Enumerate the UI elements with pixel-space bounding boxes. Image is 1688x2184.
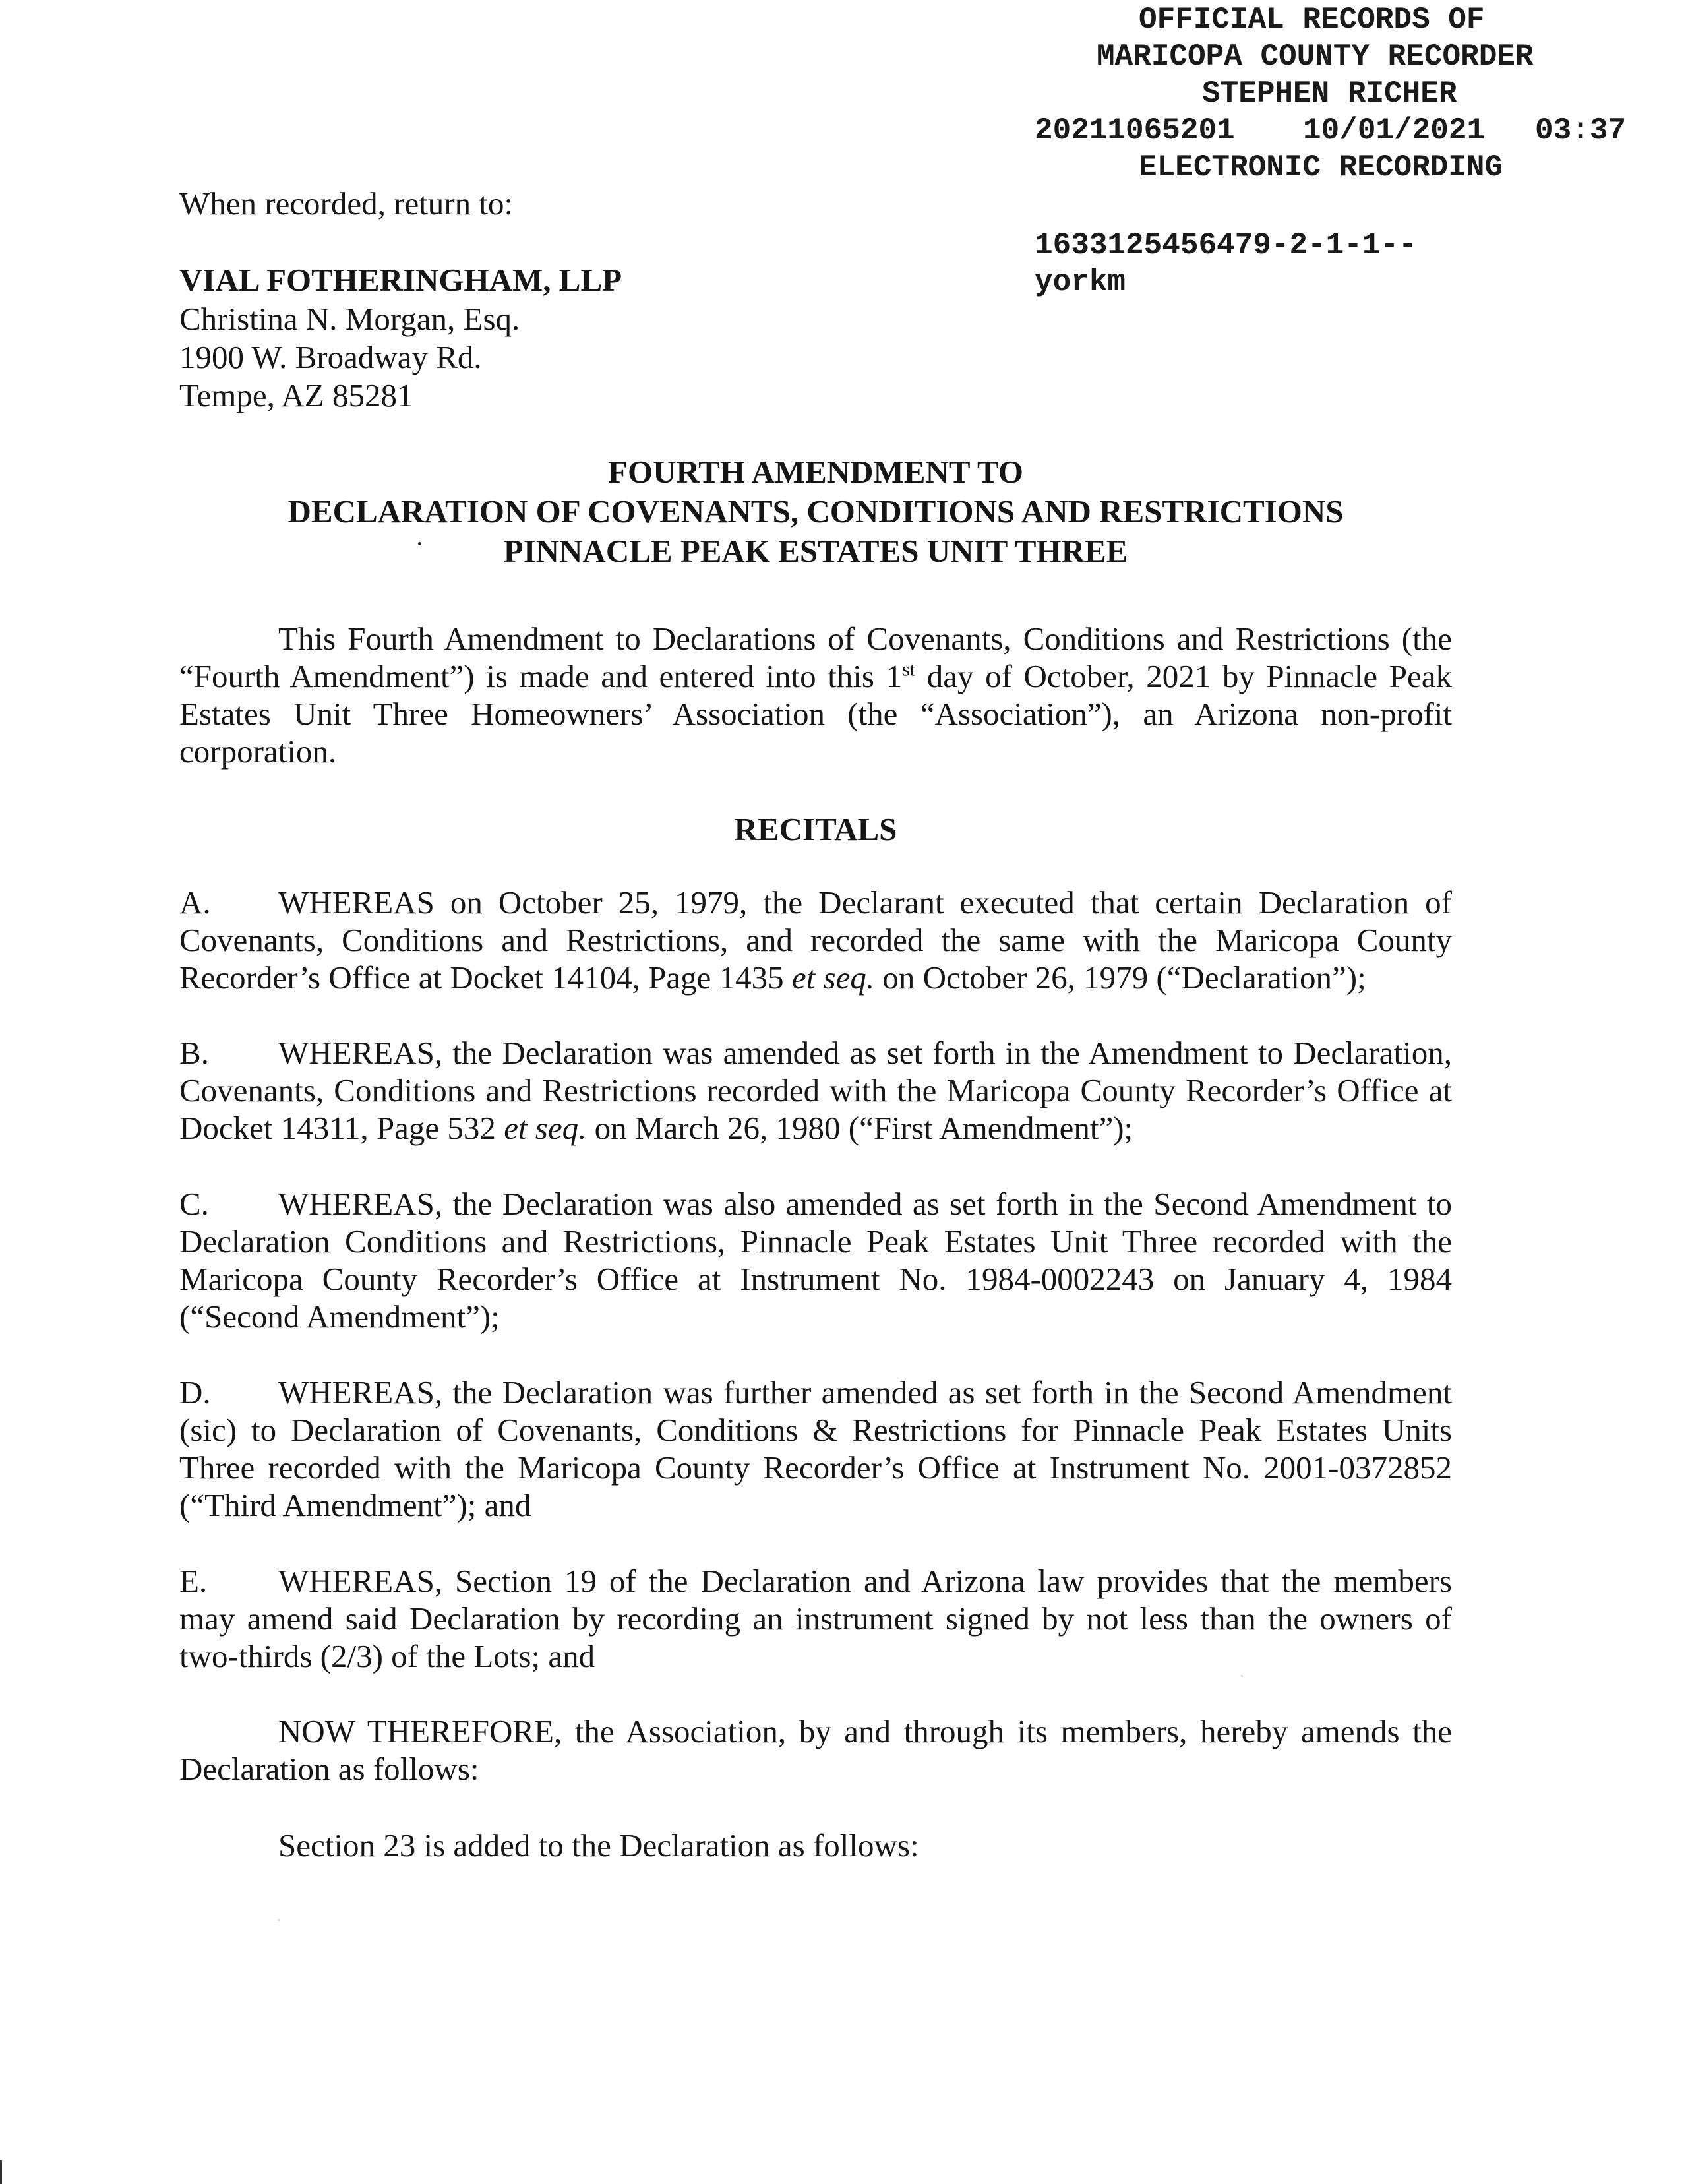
recital-a-italic: et seq. [791, 959, 875, 996]
intro-paragraph [179, 620, 1452, 770]
return-to-label: When recorded, return to: [179, 185, 514, 222]
recitals-heading: RECITALS [734, 811, 897, 847]
stamp-doc-code: 1633125456479-2-1-1-- [1035, 228, 1417, 262]
stamp-line-1: OFFICIAL RECORDS OF [1139, 3, 1485, 37]
return-to-city: Tempe, AZ 85281 [179, 377, 413, 413]
recital-b-text: WHEREAS, the Declaration was amended as set forth in the Amendment to Declaration, Covenants, Conditions and Restrictions recorded with the Maricopa County Recorder’s Office at Docket 14311, Page 532 [179, 1035, 1452, 1146]
intro-text-end: day of October, 2021 by Pinnacle Peak Estates Unit Three Homeowners’ Association (the “Association”), an Arizona non-profit corporation. [179, 658, 1452, 770]
section-added-line: Section 23 is added to the Declaration as follows: [278, 1827, 919, 1864]
recital-d-text: WHEREAS, the Declaration was further amended as set forth in the Second Amendment (sic) to Declaration of Covenants, Conditions & Restrictions for Pinnacle Peak Estates Units Three recorded with the Maricopa County Recorder’s Office at Instrument No. 2001-0372852 (“Third Amendment”); and [179, 1374, 1452, 1523]
recital-b [179, 1034, 1452, 1147]
stamp-line-3: STEPHEN RICHER [1202, 76, 1457, 111]
recital-e-marker: E. [179, 1563, 208, 1599]
scan-edge-mark [0, 2160, 2, 2184]
stamp-recording-number: 20211065201 [1035, 113, 1235, 148]
intro-ordinal-suffix: st [902, 658, 916, 681]
recital-a-text: WHEREAS on October 25, 1979, the Declarant executed that certain Declaration of Covenants, Conditions and Restrictions, and recorded the same with the Maricopa County Recorder’s Office at Docket 14104, Page 1435 [179, 884, 1452, 996]
stamp-operator: yorkm [1035, 265, 1126, 299]
recital-c-text: WHEREAS, the Declaration was also amended as set forth in the Second Amendment to Declaration Conditions and Restrictions, Pinnacle Peak Estates Unit Three recorded with the Maricopa County Recorder’s Office at Instrument No. 1984-0002243 on January 4, 1984 (“Second Amendment”); [179, 1186, 1452, 1335]
recital-d [179, 1374, 1452, 1524]
return-to-street: 1900 W. Broadway Rd. [179, 339, 482, 375]
now-therefore-paragraph: NOW THEREFORE, the Association, by and through its members, hereby amends the Declaration as follows: [179, 1713, 1452, 1787]
stray-dot [418, 542, 421, 545]
recital-a-text-end: on October 26, 1979 (“Declaration”); [874, 959, 1366, 996]
recital-b-text-end: on March 26, 1980 (“First Amendment”); [586, 1110, 1133, 1146]
document-title-line-1: FOURTH AMENDMENT TO [608, 454, 1023, 490]
recital-e-text: WHEREAS, Section 19 of the Declaration and Arizona law provides that the members may amend said Declaration by recording an instrument signed by not less than the owners of two-thirds (2/3) of the Lots; and [179, 1563, 1452, 1674]
intro-text-start: This Fourth Amendment to Declarations of Covenants, Conditions and Restrictions (the “Fourth Amendment”) is made and entered into this 1 [179, 621, 1452, 694]
document-title-line-3: PINNACLE PEAK ESTATES UNIT THREE [503, 533, 1128, 569]
recital-a [179, 884, 1452, 996]
stamp-line-5: ELECTRONIC RECORDING [1139, 150, 1503, 185]
stamp-line-2: MARICOPA COUNTY RECORDER [1097, 40, 1534, 74]
recital-d-marker: D. [179, 1374, 211, 1410]
recital-a-marker: A. [179, 884, 211, 921]
recital-c [179, 1185, 1452, 1335]
scan-speck [1241, 1675, 1243, 1677]
stamp-date: 10/01/2021 [1303, 113, 1486, 148]
return-to-firm: VIAL FOTHERINGHAM, LLP [179, 262, 622, 298]
recital-c-marker: C. [179, 1186, 209, 1222]
document-title-line-2: DECLARATION OF COVENANTS, CONDITIONS AND RESTRICTIONS [287, 493, 1344, 530]
recital-e [179, 1562, 1452, 1675]
return-to-attorney: Christina N. Morgan, Esq. [179, 301, 520, 337]
recital-b-marker: B. [179, 1035, 209, 1071]
scan-speck [278, 1919, 280, 1921]
recital-b-italic: et seq. [504, 1110, 587, 1146]
stamp-time: 03:37 [1535, 113, 1627, 148]
